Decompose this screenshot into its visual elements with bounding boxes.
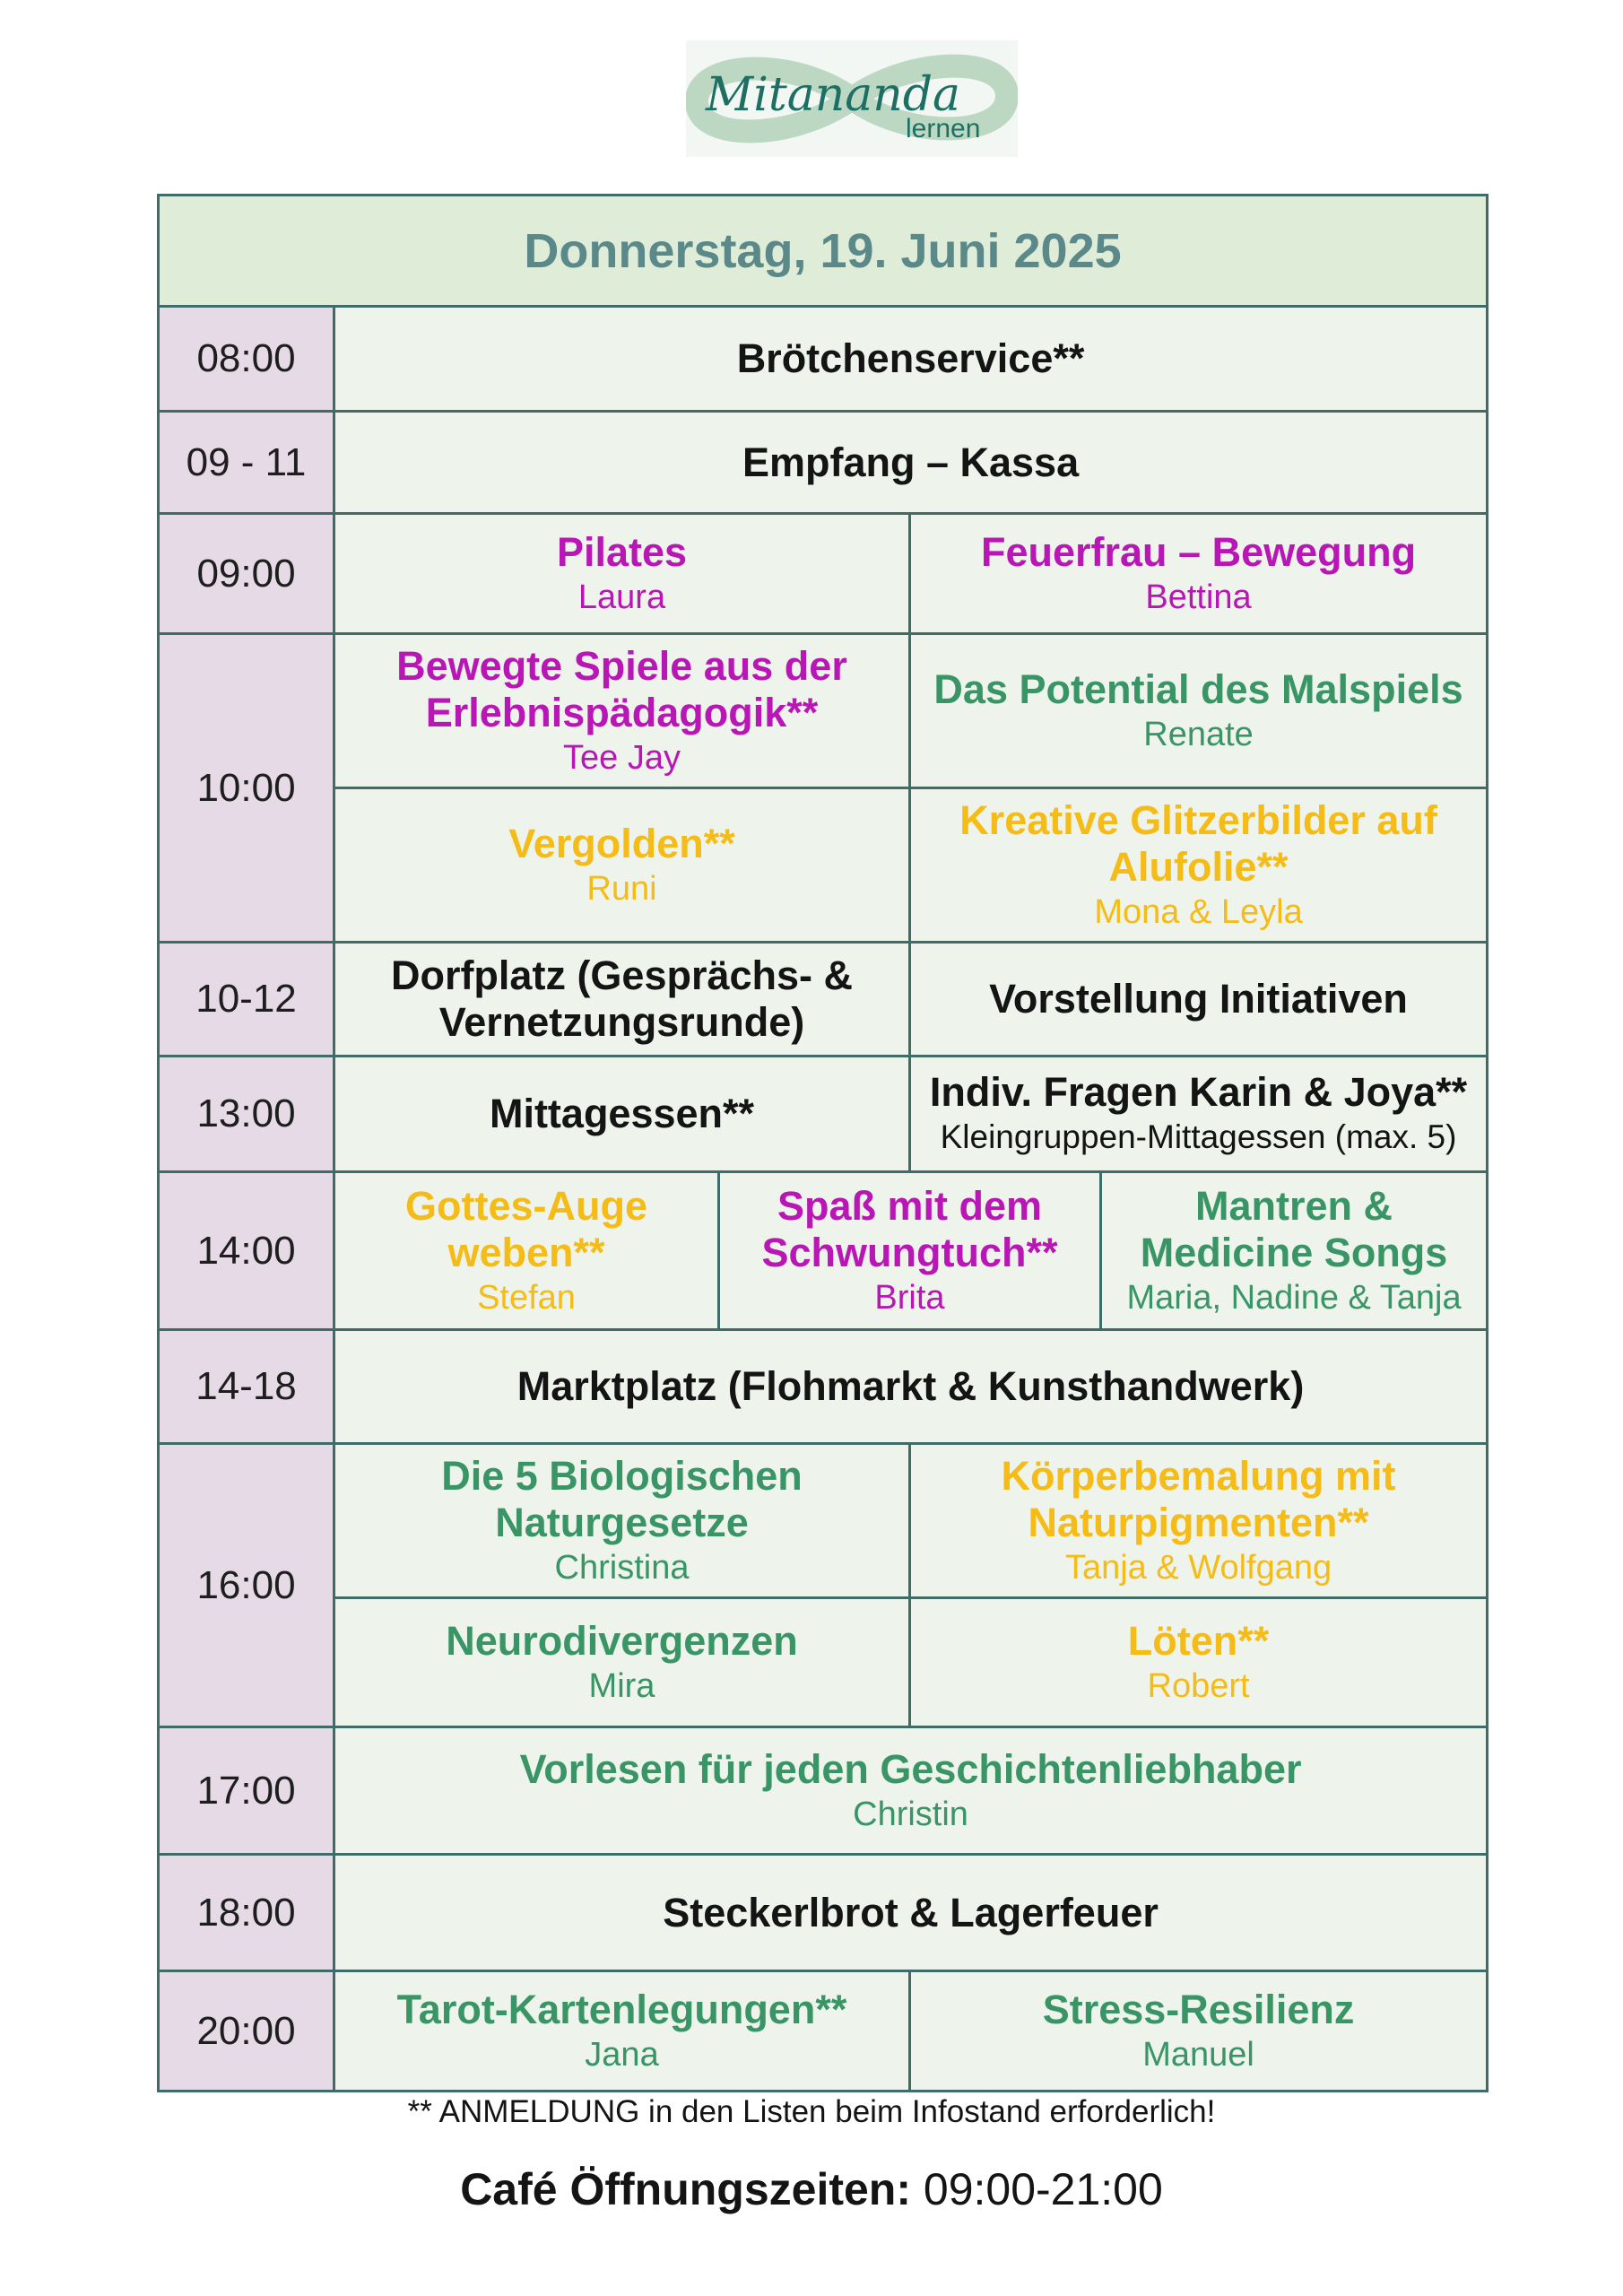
event-title: weben** <box>447 1229 605 1275</box>
event-title: Vorstellung Initiativen <box>989 976 1408 1022</box>
time-slot: 17:00 <box>159 1727 334 1855</box>
event-person: Brita <box>874 1278 945 1317</box>
time-slot: 10-12 <box>159 943 334 1057</box>
event-cell <box>334 943 910 1057</box>
event-title: Neurodivergenzen <box>446 1617 798 1664</box>
event-person: Maria, Nadine & Tanja <box>1126 1278 1462 1317</box>
event-title: Schwungtuch** <box>761 1229 1058 1275</box>
event-cell <box>910 514 1488 634</box>
event-title: Naturpigmenten** <box>1028 1499 1369 1545</box>
event-title: Medicine Songs <box>1140 1229 1448 1275</box>
event-title: Dorfplatz (Gesprächs- & <box>390 952 854 998</box>
event-title: Löten** <box>1127 1617 1270 1664</box>
event-title: Vorlesen für jeden Geschichtenliebhaber <box>519 1745 1302 1792</box>
time-slot: 13:00 <box>159 1057 334 1172</box>
event-title: Alufolie** <box>1108 843 1289 890</box>
event-title: Kreative Glitzerbilder auf <box>959 796 1437 843</box>
event-title: Empfang – Kassa <box>742 439 1080 485</box>
time-slot: 20:00 <box>159 1971 334 2092</box>
event-title: Feuerfrau – Bewegung <box>980 528 1417 575</box>
cafe-label: Café Öffnungszeiten: <box>460 2164 911 2214</box>
schedule-table <box>157 194 1488 2092</box>
time-slot: 08:00 <box>159 307 334 412</box>
event-cell <box>910 1444 1488 1598</box>
event-person: Bettina <box>1145 578 1252 616</box>
time-slot: 14:00 <box>159 1172 334 1330</box>
event-cell <box>910 1057 1488 1172</box>
event-title: Mittagessen** <box>489 1091 755 1136</box>
event-person: Runi <box>586 869 657 908</box>
event-title: Die 5 Biologischen <box>441 1452 803 1499</box>
event-title: Erlebnispädagogik** <box>425 689 819 735</box>
time-slot: 18:00 <box>159 1855 334 1971</box>
event-title: Brötchenservice** <box>736 335 1085 381</box>
event-cell <box>334 788 910 943</box>
event-person: Jana <box>585 2035 659 2074</box>
event-title: Steckerlbrot & Lagerfeuer <box>663 1889 1159 1935</box>
event-cell <box>910 1598 1488 1727</box>
event-person: Christina <box>554 1548 690 1587</box>
event-person: Robert <box>1147 1666 1250 1705</box>
event-cell <box>334 1598 910 1727</box>
event-title: Stress-Resilienz <box>1042 1986 1355 2032</box>
event-cell <box>910 634 1488 788</box>
time-slot: 10:00 <box>159 634 334 943</box>
mitananda-logo <box>686 40 1018 157</box>
time-slot: 16:00 <box>159 1444 334 1727</box>
event-title: Gottes-Auge <box>405 1182 647 1229</box>
event-cell <box>719 1172 1101 1330</box>
event-cell <box>334 1727 1488 1855</box>
registration-footnote: ** ANMELDUNG in den Listen beim Infostand erforderlich! <box>407 2094 1216 2129</box>
event-person: Stefan <box>477 1278 576 1317</box>
event-cell <box>334 634 910 788</box>
event-title: Naturgesetze <box>495 1499 749 1545</box>
time-slot: 14-18 <box>159 1330 334 1444</box>
event-person: Christin <box>853 1795 968 1833</box>
event-cell <box>334 412 1488 514</box>
event-title: Körperbemalung mit <box>1001 1452 1396 1499</box>
event-note: Kleingruppen-Mittagessen (max. 5) <box>940 1118 1457 1155</box>
event-title: Pilates <box>556 528 688 575</box>
event-person: Laura <box>577 578 666 616</box>
day-title: Donnerstag, 19. Juni 2025 <box>159 196 1488 307</box>
event-cell <box>1101 1172 1488 1330</box>
event-cell <box>910 1971 1488 2092</box>
event-cell <box>334 1330 1488 1444</box>
event-person: Manuel <box>1142 2035 1254 2074</box>
cafe-hours: 09:00-21:00 <box>911 2164 1163 2214</box>
time-slot: 09:00 <box>159 514 334 634</box>
event-person: Renate <box>1143 715 1254 753</box>
event-person: Mona & Leyla <box>1094 892 1303 931</box>
event-cell <box>910 943 1488 1057</box>
event-title: Tarot-Kartenlegungen** <box>396 1986 847 2032</box>
event-cell <box>334 514 910 634</box>
time-slot: 09 - 11 <box>159 412 334 514</box>
event-cell <box>334 1444 910 1598</box>
event-title: Vergolden** <box>508 820 735 866</box>
event-cell <box>334 1855 1488 1971</box>
event-cell <box>334 307 1488 412</box>
event-title: Bewegte Spiele aus der <box>396 642 847 689</box>
event-title: Mantren & <box>1195 1182 1393 1229</box>
event-title: Marktplatz (Flohmarkt & Kunsthandwerk) <box>516 1363 1305 1409</box>
cafe-opening-hours <box>0 2163 1623 2215</box>
event-cell <box>334 1172 719 1330</box>
event-title: Vernetzungsrunde) <box>438 999 805 1045</box>
event-person: Tee Jay <box>563 738 681 777</box>
event-person: Mira <box>588 1666 655 1705</box>
event-cell <box>334 1057 910 1172</box>
event-person: Tanja & Wolfgang <box>1064 1548 1332 1587</box>
event-cell <box>910 788 1488 943</box>
event-title: Indiv. Fragen Karin & Joya** <box>929 1069 1468 1115</box>
logo-subtitle: lernen <box>906 114 981 144</box>
event-title: Das Potential des Malspiels <box>933 665 1463 712</box>
event-cell <box>334 1971 910 2092</box>
logo-wordmark: Mitananda <box>706 68 961 122</box>
event-title: Spaß mit dem <box>777 1182 1043 1229</box>
